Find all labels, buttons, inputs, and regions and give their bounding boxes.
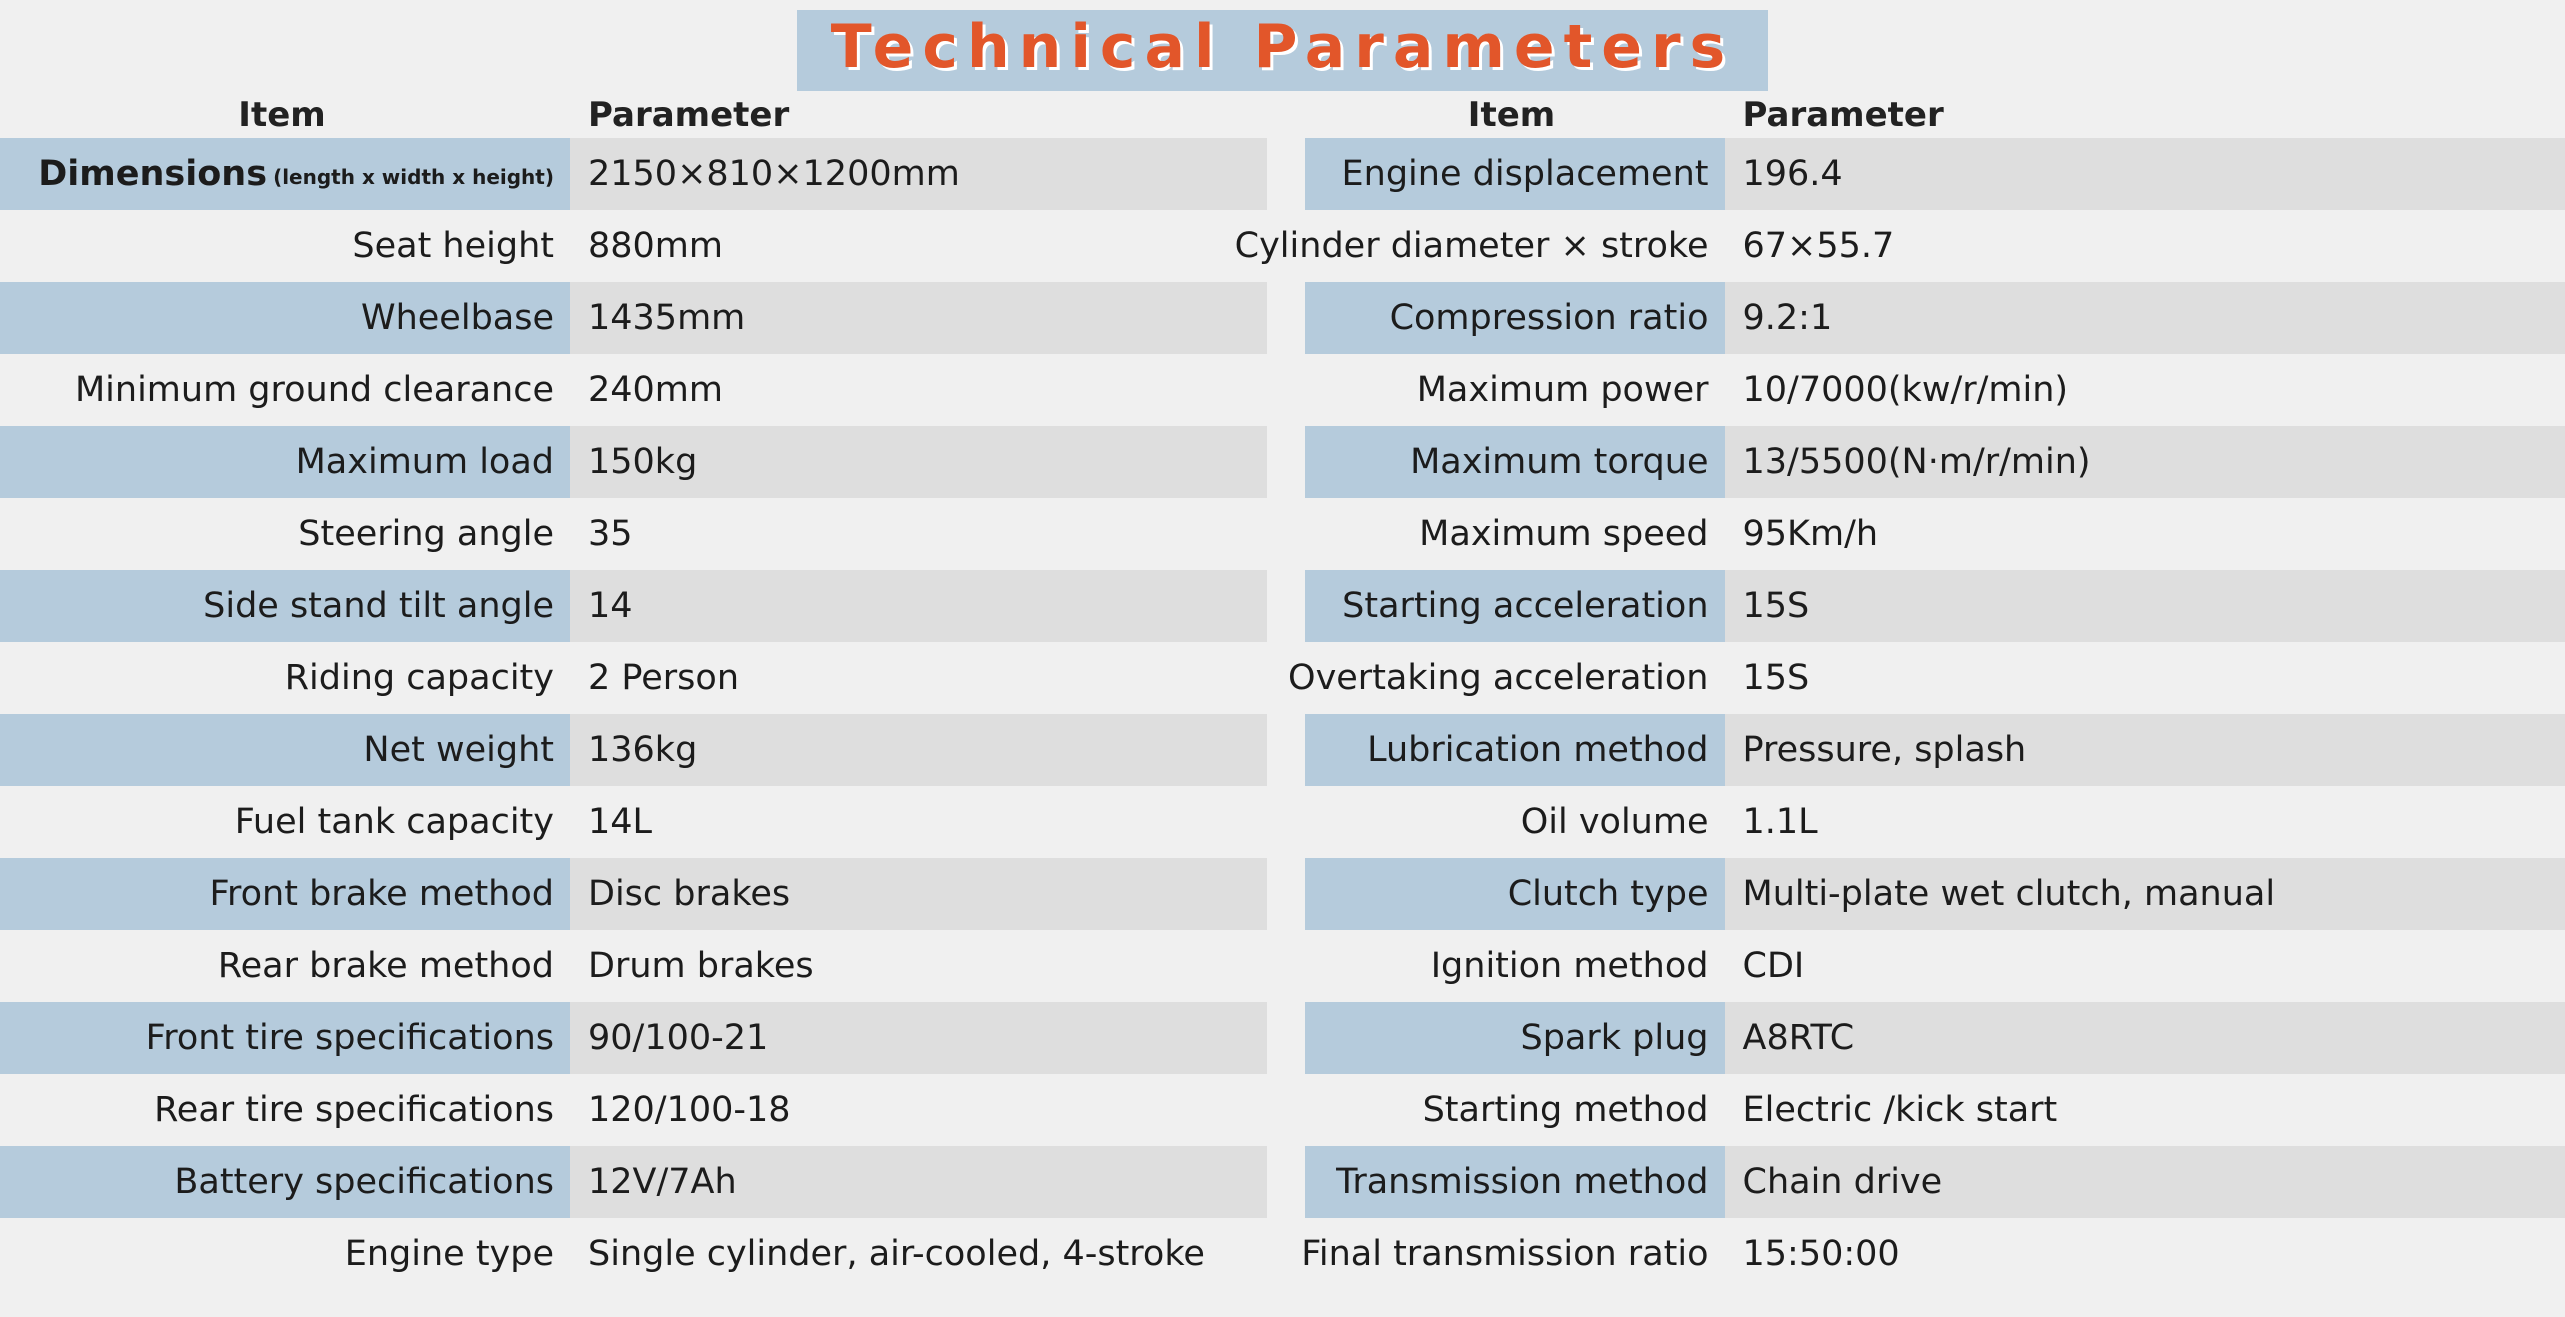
row-value: 1.1L <box>1742 802 1818 842</box>
row-label-text: Battery specifications <box>174 1162 554 1202</box>
row-label <box>1305 714 1725 786</box>
row-label <box>1305 498 1725 570</box>
right-table-body <box>1234 138 2565 1290</box>
row-value: 12V/7Ah <box>570 1146 1267 1218</box>
row-label-text: Steering angle <box>298 514 554 554</box>
row-label <box>1305 354 1725 426</box>
table-row <box>0 570 1267 642</box>
row-label <box>0 426 570 498</box>
row-value: 120/100-18 <box>588 1090 791 1130</box>
table-row <box>0 858 1267 930</box>
table-row <box>1283 1002 2565 1074</box>
table-row <box>0 426 1267 498</box>
row-label <box>1305 426 1725 498</box>
row-label <box>0 1146 570 1218</box>
row-value: CDI <box>1742 946 1805 986</box>
row-value: Drum brakes <box>588 946 814 986</box>
row-value: 15S <box>1742 658 1810 698</box>
row-label-text: Engine displacement <box>1341 154 1709 194</box>
table-row <box>1234 210 2565 282</box>
row-value: 67×55.7 <box>1742 226 1895 266</box>
table-row <box>0 498 1267 570</box>
right-parameter-table <box>1234 92 2565 1290</box>
row-label-text: Dimensions <box>38 154 268 194</box>
row-value: Single cylinder, air-cooled, 4-stroke <box>588 1234 1205 1274</box>
row-value: 35 <box>588 514 633 554</box>
table-row <box>0 354 1267 426</box>
table-row <box>1283 138 2565 210</box>
row-label-text: Side stand tilt angle <box>203 586 554 626</box>
parameter-tables <box>0 92 2565 1290</box>
row-label-text: Compression ratio <box>1389 298 1709 338</box>
row-value: 15:50:00 <box>1742 1234 1900 1274</box>
row-label <box>0 786 570 858</box>
table-row <box>1283 642 2565 714</box>
row-label <box>1305 570 1725 642</box>
row-label-text: Maximum torque <box>1410 442 1709 482</box>
row-value: 196.4 <box>1725 138 2565 210</box>
row-label-text: Seat height <box>352 226 554 266</box>
row-value: 14L <box>588 802 653 842</box>
table-row <box>0 714 1267 786</box>
row-label-text: Net weight <box>363 730 554 770</box>
table-row <box>1283 570 2565 642</box>
row-value: 150kg <box>570 426 1267 498</box>
row-label-text: Front brake method <box>209 874 554 914</box>
table-row <box>0 930 1267 1002</box>
right-table-header <box>1283 92 2565 138</box>
left-header-parameter: Parameter <box>588 95 790 135</box>
row-label-text: Maximum power <box>1416 370 1709 410</box>
row-label-text: Clutch type <box>1507 874 1709 914</box>
table-row <box>0 1146 1267 1218</box>
table-row <box>1283 858 2565 930</box>
row-value: 2 Person <box>588 658 740 698</box>
row-label <box>0 138 570 210</box>
row-label-text: Spark plug <box>1520 1018 1709 1058</box>
row-label <box>1288 642 1725 714</box>
left-parameter-table <box>0 92 1283 1290</box>
row-label <box>0 570 570 642</box>
table-row <box>1283 498 2565 570</box>
left-header-item: Item <box>238 95 326 135</box>
row-label <box>1305 1146 1725 1218</box>
table-row <box>1283 930 2565 1002</box>
table-row <box>0 642 1267 714</box>
row-label <box>1305 282 1725 354</box>
row-value: 15S <box>1725 570 2565 642</box>
row-label-text: Front tire specifications <box>145 1018 554 1058</box>
row-label <box>0 1218 570 1290</box>
row-value: 136kg <box>570 714 1267 786</box>
row-label-text: Lubrication method <box>1367 730 1709 770</box>
row-label <box>1305 858 1725 930</box>
table-row <box>0 210 1267 282</box>
row-label-text: Rear tire specifications <box>154 1090 554 1130</box>
row-value: 2150×810×1200mm <box>570 138 1267 210</box>
row-value: 240mm <box>588 370 723 410</box>
row-label <box>0 498 570 570</box>
table-row <box>0 282 1267 354</box>
row-label-text: Ignition method <box>1430 946 1709 986</box>
row-label <box>0 210 570 282</box>
table-row <box>1283 1074 2565 1146</box>
row-label-text: Oil volume <box>1520 802 1709 842</box>
row-label-subtext: (length x width x height) <box>273 165 554 189</box>
table-row <box>1283 714 2565 786</box>
row-label-text: Maximum load <box>295 442 554 482</box>
row-value: 90/100-21 <box>570 1002 1267 1074</box>
right-header-parameter: Parameter <box>1742 95 1944 135</box>
page-title: Technical Parameters <box>830 11 1735 82</box>
row-label <box>1301 1218 1725 1290</box>
row-value: 14 <box>570 570 1267 642</box>
row-label-text: Rear brake method <box>217 946 554 986</box>
table-row <box>0 1218 1267 1290</box>
table-row <box>1283 282 2565 354</box>
table-row <box>1283 354 2565 426</box>
left-table-body <box>0 138 1267 1290</box>
row-value: A8RTC <box>1725 1002 2565 1074</box>
row-label <box>1234 210 1725 282</box>
row-value: Chain drive <box>1725 1146 2565 1218</box>
row-value: 9.2:1 <box>1725 282 2565 354</box>
table-row <box>0 138 1267 210</box>
row-value: Electric /kick start <box>1742 1090 2058 1130</box>
row-label <box>0 1002 570 1074</box>
row-value: 10/7000(kw/r/min) <box>1742 370 2069 410</box>
table-row <box>1283 426 2565 498</box>
row-label-text: Transmission method <box>1336 1162 1709 1202</box>
row-label-text: Riding capacity <box>284 658 554 698</box>
row-label <box>0 282 570 354</box>
row-label-text: Fuel tank capacity <box>234 802 554 842</box>
row-label <box>0 354 570 426</box>
right-header-item: Item <box>1467 95 1556 135</box>
row-label-text: Cylinder diameter × stroke <box>1234 226 1709 266</box>
row-label <box>1305 138 1725 210</box>
row-label <box>0 642 570 714</box>
row-label <box>0 930 570 1002</box>
table-row <box>0 786 1267 858</box>
row-label-text: Maximum speed <box>1419 514 1709 554</box>
table-row <box>1283 786 2565 858</box>
row-label-text: Wheelbase <box>360 298 554 338</box>
row-label-text: Starting acceleration <box>1342 586 1709 626</box>
row-label <box>1305 1002 1725 1074</box>
row-value: 95Km/h <box>1742 514 1879 554</box>
row-label <box>1305 786 1725 858</box>
table-row <box>0 1002 1267 1074</box>
row-value: 880mm <box>588 226 723 266</box>
table-row <box>1283 1146 2565 1218</box>
row-label-text: Minimum ground clearance <box>74 370 554 410</box>
row-label <box>1305 930 1725 1002</box>
left-table-header <box>0 92 1267 138</box>
row-value: Disc brakes <box>570 858 1267 930</box>
row-label-text: Final transmission ratio <box>1301 1234 1709 1274</box>
title-background <box>797 10 1769 91</box>
row-label-text: Engine type <box>344 1234 554 1274</box>
row-value: Pressure, splash <box>1725 714 2565 786</box>
row-value: 13/5500(N·m/r/min) <box>1725 426 2565 498</box>
title-banner <box>0 0 2565 92</box>
row-label <box>1305 1074 1725 1146</box>
row-label <box>0 858 570 930</box>
row-label <box>0 1074 570 1146</box>
table-row <box>1283 1218 2565 1290</box>
row-label-text: Overtaking acceleration <box>1288 658 1709 698</box>
row-label <box>0 714 570 786</box>
row-value: Multi-plate wet clutch, manual <box>1725 858 2565 930</box>
table-row <box>0 1074 1267 1146</box>
row-value: 1435mm <box>570 282 1267 354</box>
row-label-text: Starting method <box>1422 1090 1709 1130</box>
